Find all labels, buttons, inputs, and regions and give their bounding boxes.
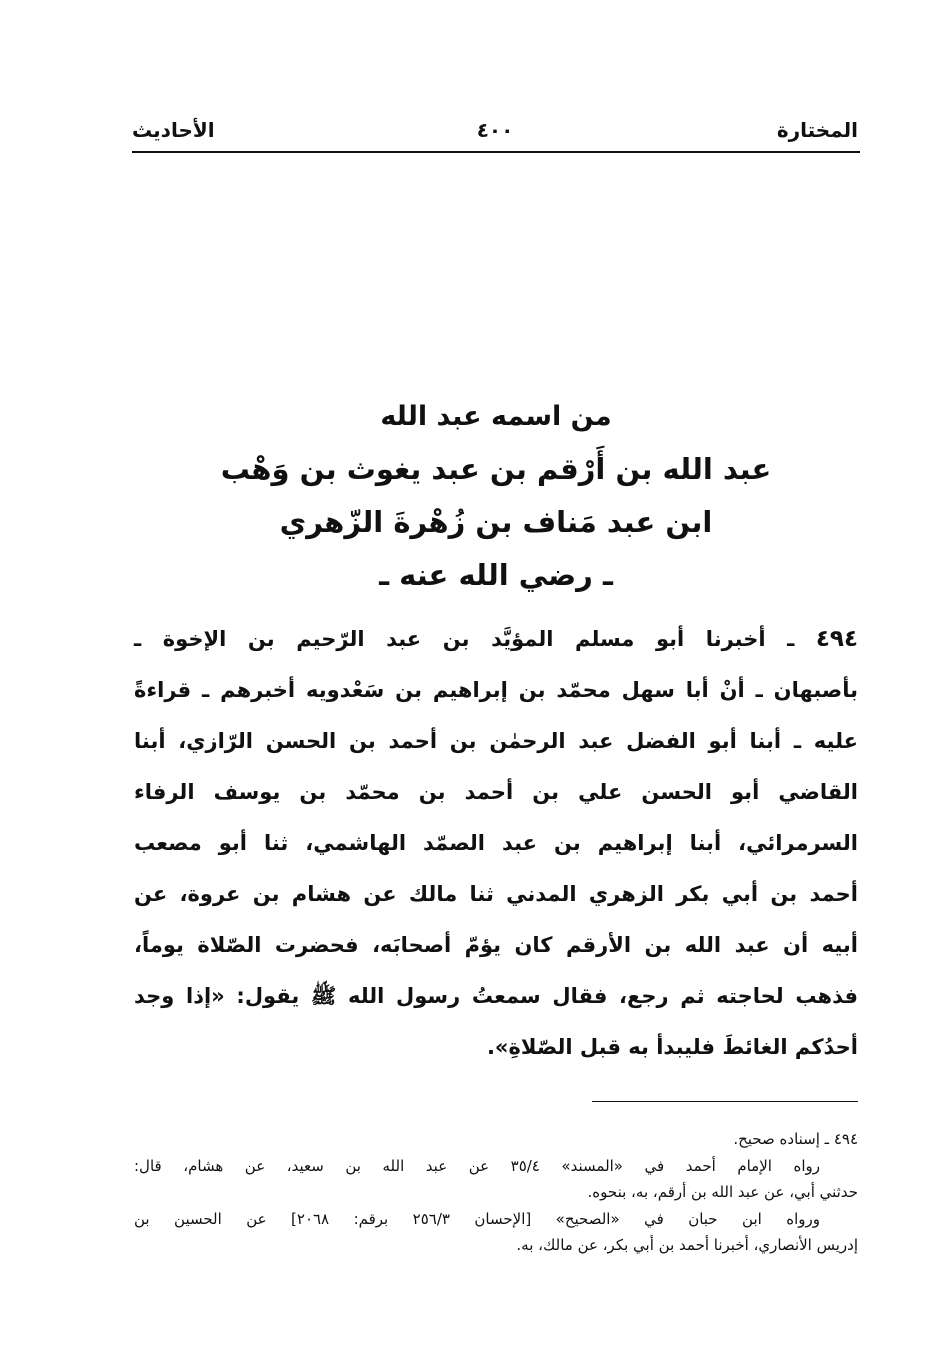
hadith-line: عليه ـ أبنا أبو الفضل عبد الرحمٰن بن أحمد بن الحسن الرّازي، أبنا (134, 729, 858, 753)
footnote-line: حدثني أبي، عن عبد الله بن أرقم، به، بنحوه. (587, 1183, 858, 1201)
hadith-line: السرمرائي، أبنا إبراهيم بن عبد الصمّد الهاشمي، ثنا أبو مصعب (134, 831, 858, 855)
footnote-separator (592, 1101, 858, 1102)
hadith-line: أحمد بن أبي بكر الزهري المدني ثنا مالك عن هشام بن عروة، عن (134, 882, 858, 906)
footnote-line: إدريس الأنصاري، أخبرنا أحمد بن أبي بكر، عن مالك، به. (516, 1236, 858, 1254)
hadith-text (134, 614, 858, 1073)
hadith-line: بأصبهان ـ أنْ أبا سهل محمّد بن إبراهيم بن سَعْدويه أخبرهم ـ قراءةً (134, 678, 858, 702)
book-title: المختارة (776, 118, 858, 142)
heading-line: ـ رضي الله عنه ـ (379, 558, 613, 592)
running-header (132, 114, 858, 150)
footnotes (134, 1126, 858, 1259)
chapter-heading (132, 390, 860, 602)
hadith-line (134, 614, 858, 665)
heading-line: عبد الله بن أَرْقم بن عبد يغوث بن وَهْب (220, 452, 772, 486)
footnote-line: ورواه ابن حبان في «الصحيح» [الإحسان ٢٥٦/٣ برقم: ٢٠٦٨] عن الحسين بن (134, 1209, 820, 1228)
header-rule (132, 151, 860, 153)
page-number: ٤٠٠ (476, 118, 514, 142)
hadith-number: ٤٩٤ (815, 626, 858, 652)
heading-line: ابن عبد مَناف بن زُهْرةَ الزّهري (279, 505, 713, 539)
hadith-line: أحدُكم الغائطَ فليبدأ به قبل الصّلاةِ». (486, 1035, 858, 1059)
hadith-line: فذهب لحاجته ثم رجع، فقال سمعتُ رسول الله ﷺ يقول: «إذا وجد (134, 984, 858, 1008)
hadith-line-text: ـ أخبرنا أبو مسلم المؤيَّد بن عبد الرّحيم بن الإخوة ـ (134, 627, 795, 651)
footnote-line: ٤٩٤ ـ إسناده صحيح. (733, 1130, 858, 1148)
hadith-line: القاضي أبو الحسن علي بن أحمد بن محمّد بن يوسف الرفاء (134, 780, 858, 804)
hadith-line: أبيه أن عبد الله بن الأرقم كان يؤمّ أصحابَه، فحضرت الصّلاة يوماً، (134, 933, 858, 957)
footnote-line: رواه الإمام أحمد في «المسند» ٣٥/٤ عن عبد الله بن سعيد، عن هشام، قال: (134, 1156, 821, 1175)
section-title: الأحاديث (132, 118, 215, 142)
heading-line: من اسمه عبد الله (380, 401, 612, 432)
